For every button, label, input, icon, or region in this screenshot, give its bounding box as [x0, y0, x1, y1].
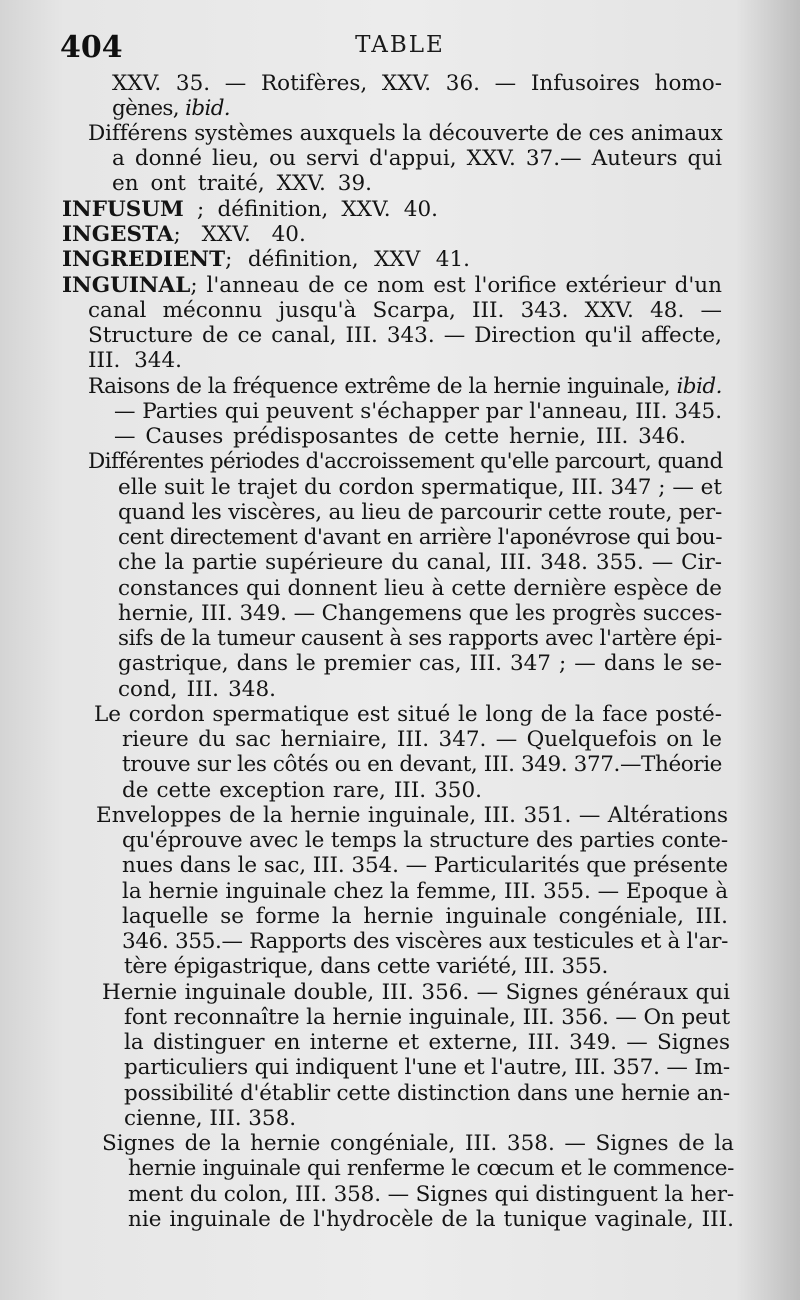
text-line: Raisons de la fréquence extrême de la hernie inguinale, ibid. [88, 374, 722, 399]
text-line: de cette exception rare, III. 350. [122, 778, 482, 803]
text-line: — Causes prédisposantes de cette hernie, III. 346. [114, 424, 686, 449]
text-line: particuliers qui indiquent l'une et l'autre, III. 357. — Im- [124, 1055, 730, 1080]
text-line: nues dans le sac, III. 354. — Particularités que présente [122, 853, 728, 878]
text-line: rieure du sac herniaire, III. 347. — Quelquefois on le [122, 727, 722, 752]
text-line: Le cordon spermatique est situé le long de la face posté- [94, 702, 722, 727]
text-line: tère épigastrique, dans cette variété, III. 355. [124, 954, 608, 979]
text-line: Structure de ce canal, III. 343. — Direction qu'il affecte, [88, 323, 722, 348]
text-line: gènes, ibid. [112, 96, 230, 121]
text-line: cond, III. 348. [118, 677, 276, 702]
text-line: hernie, III. 349. — Changemens que les progrès succes- [118, 601, 722, 626]
text-line: trouve sur les côtés ou en devant, III. 349. 377.—Théorie [122, 752, 722, 777]
text-line: quand les viscères, au lieu de parcourir cette route, per- [118, 500, 722, 525]
text-line: nie inguinale de l'hydrocèle de la tunique vaginale, III. [128, 1207, 734, 1232]
text-line: che la partie supérieure du canal, III. 348. 355. — Cir- [118, 550, 722, 575]
text-line: hernie inguinale qui renferme le cœcum et le commence- [128, 1156, 734, 1181]
text-line: Différens systèmes auxquels la découverte de ces animaux [88, 121, 723, 146]
text-line: la hernie inguinale chez la femme, III. 355. — Epoque à [122, 879, 728, 904]
running-title: TABLE [355, 32, 445, 58]
text-line: INFUSUM ; définition, XXV. 40. [62, 197, 438, 222]
text-line: la distinguer en interne et externe, III. 349. — Signes [124, 1030, 730, 1055]
text-line: qu'éprouve avec le temps la structure des parties conte- [122, 828, 728, 853]
text-line: — Parties qui peuvent s'échapper par l'anneau, III. 345. [114, 399, 722, 424]
text-line: 346. 355.— Rapports des viscères aux testicules et à l'ar- [122, 929, 728, 954]
text-line: Enveloppes de la hernie inguinale, III. 351. — Altérations [96, 803, 728, 828]
text-line: gastrique, dans le premier cas, III. 347 ; — dans le se- [118, 651, 722, 676]
text-line: cent directement d'avant en arrière l'aponévrose qui bou- [118, 525, 722, 550]
text-line: Différentes périodes d'accroissement qu'elle parcourt, quand [88, 449, 723, 474]
text-line: elle suit le trajet du cordon spermatique, III. 347 ; — et [118, 475, 722, 500]
page-number: 404 [60, 30, 123, 65]
text-line: Hernie inguinale double, III. 356. — Signes généraux qui [102, 980, 730, 1005]
text-line: INGESTA; XXV. 40. [62, 222, 306, 247]
page-header [0, 30, 800, 66]
text-line: INGUINAL; l'anneau de ce nom est l'orifice extérieur d'un [62, 273, 722, 298]
text-line: ment du colon, III. 358. — Signes qui distinguent la her- [128, 1182, 734, 1207]
text-line: sifs de la tumeur causent à ses rapports avec l'artère épi- [118, 626, 722, 651]
text-line: XXV. 35. — Rotifères, XXV. 36. — Infusoires homo- [112, 71, 722, 96]
text-line: en ont traité, XXV. 39. [112, 171, 372, 196]
text-line: laquelle se forme la hernie inguinale congéniale, III. [122, 904, 728, 929]
text-line: canal méconnu jusqu'à Scarpa, III. 343. XXV. 48. — [88, 298, 722, 323]
text-line: III. 344. [88, 348, 182, 373]
text-line: INGREDIENT; définition, XXV 41. [62, 247, 470, 272]
text-line: font reconnaître la hernie inguinale, III. 356. — On peut [124, 1005, 730, 1030]
text-line: a donné lieu, ou servi d'appui, XXV. 37.— Auteurs qui [112, 146, 722, 171]
text-line: constances qui donnent lieu à cette dernière espèce de [118, 576, 722, 601]
text-line: possibilité d'établir cette distinction dans une hernie an- [124, 1081, 730, 1106]
text-line: cienne, III. 358. [124, 1106, 296, 1131]
text-line: Signes de la hernie congéniale, III. 358. — Signes de la [102, 1131, 734, 1156]
